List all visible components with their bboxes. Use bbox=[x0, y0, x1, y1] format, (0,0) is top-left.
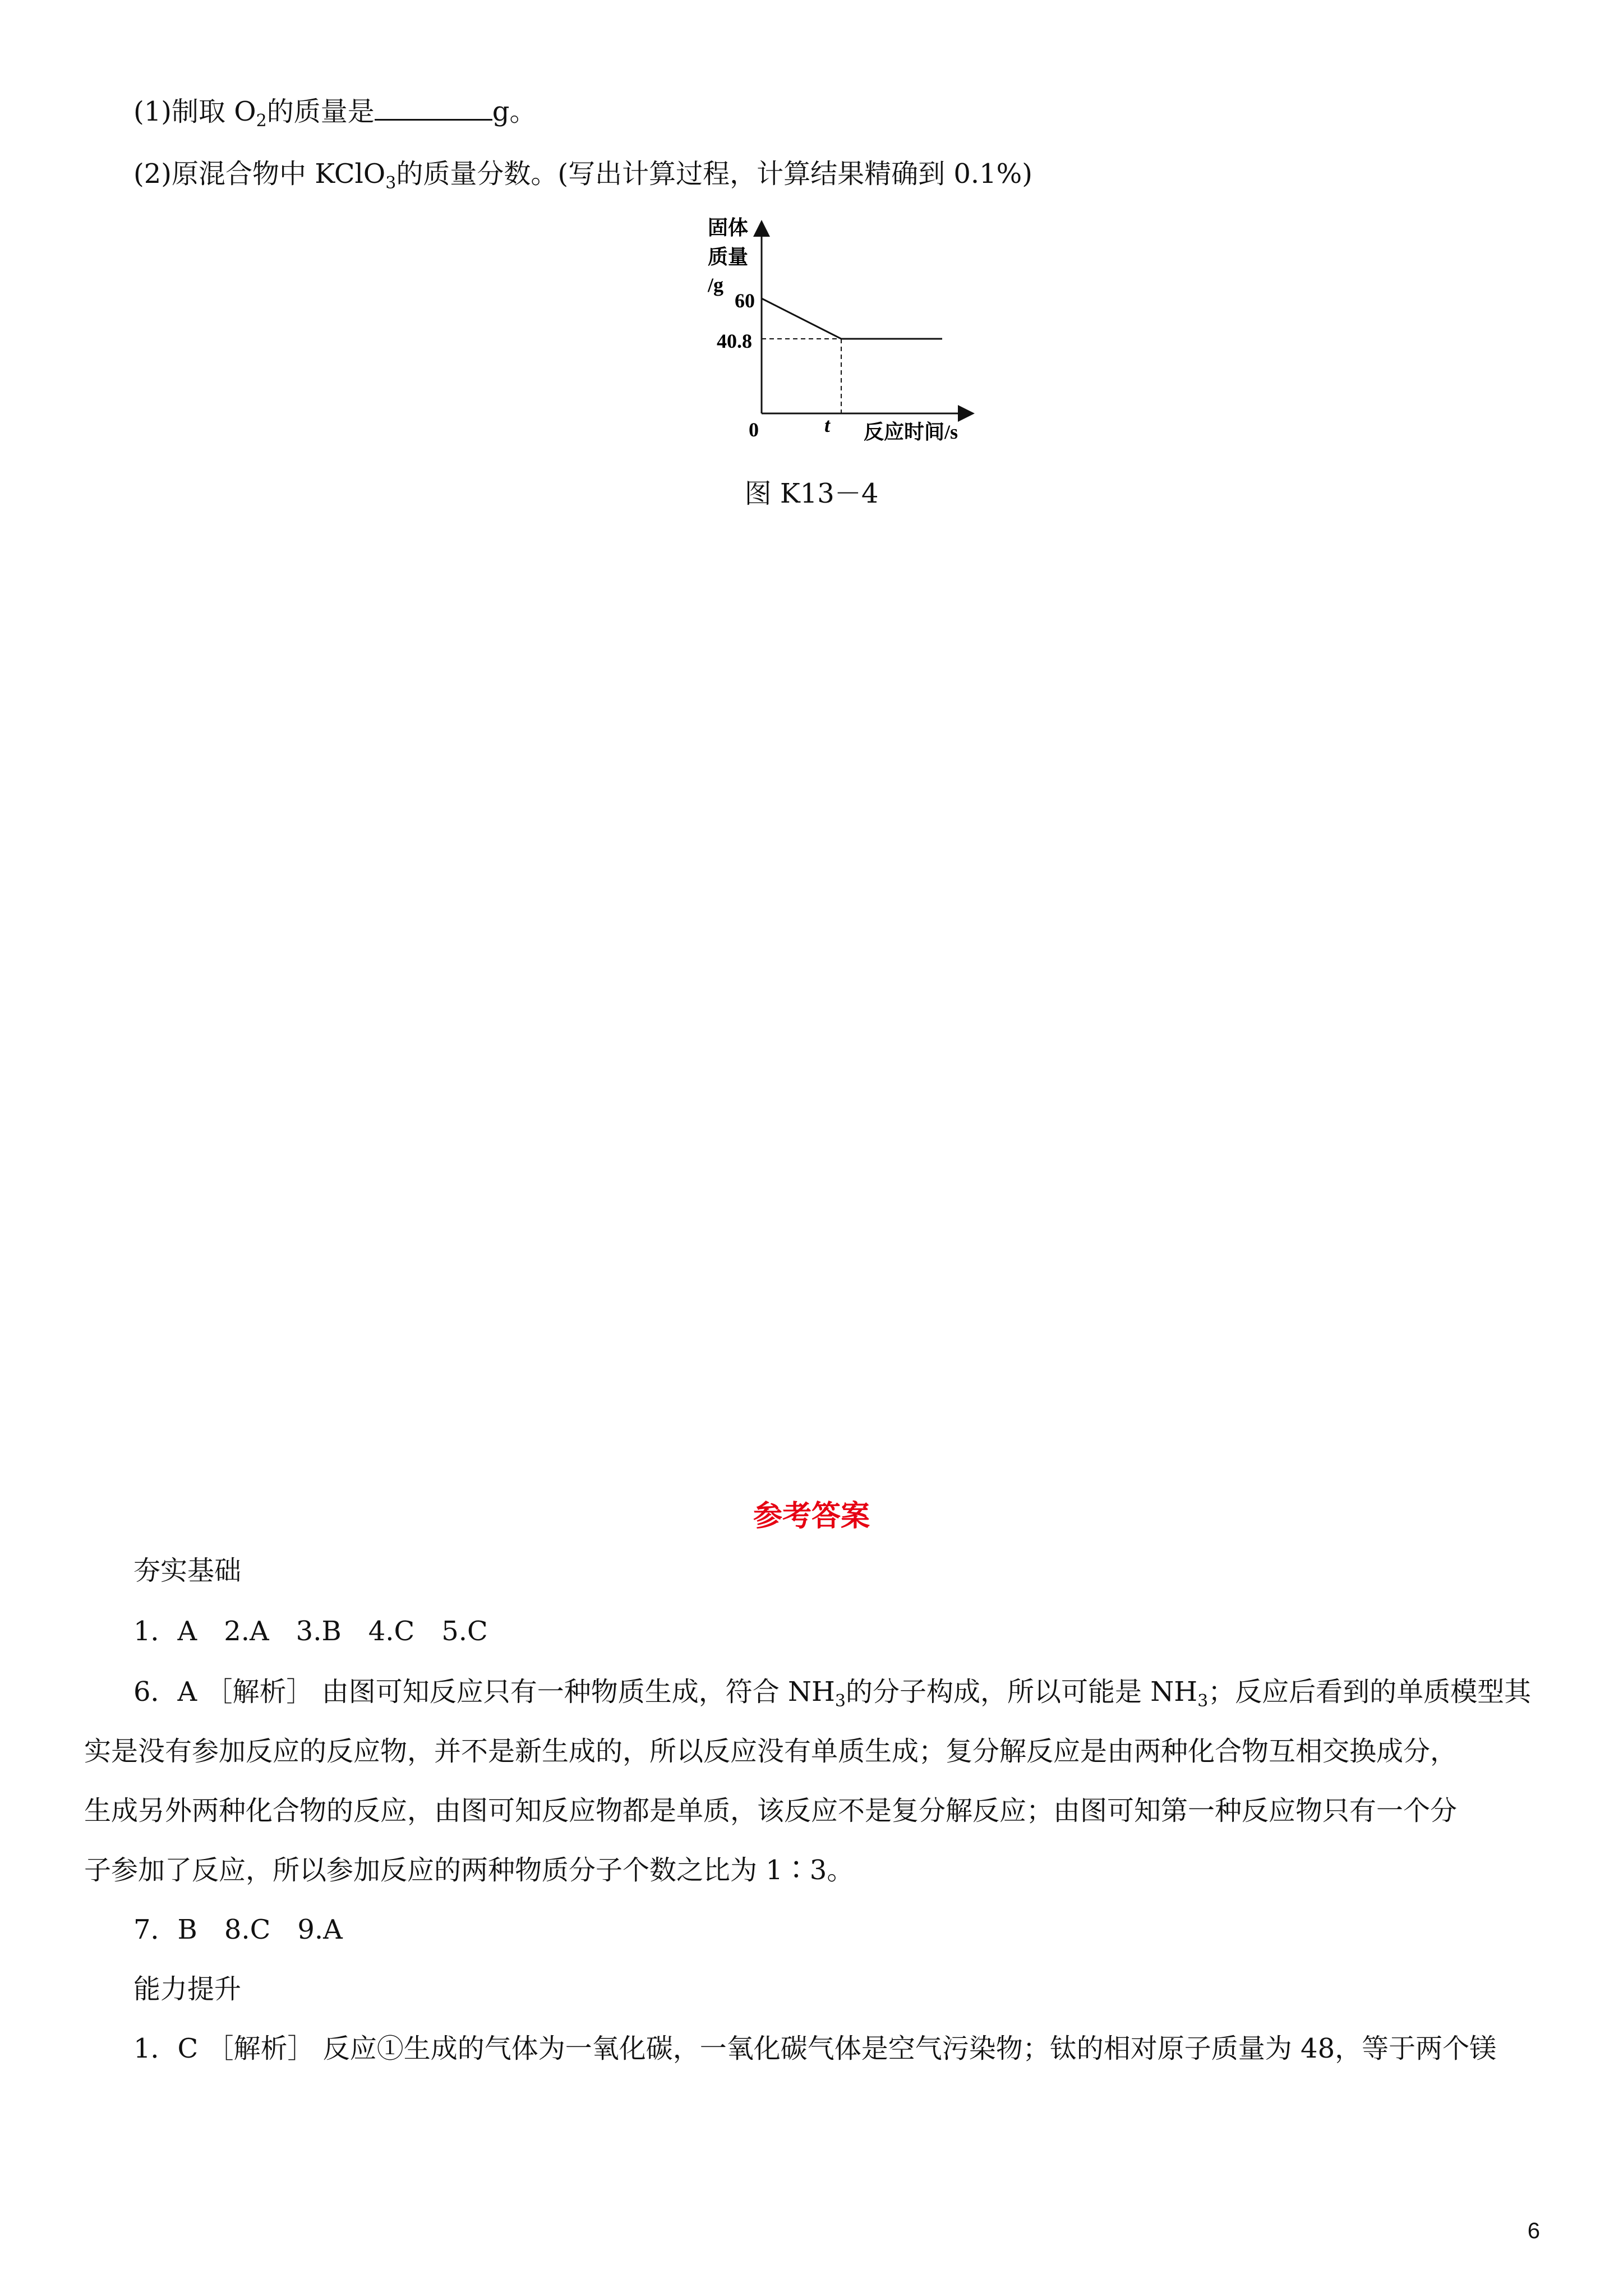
question-1 bbox=[133, 94, 537, 131]
section-title: 夯实基础 bbox=[133, 1555, 242, 1586]
answer-line: 1．A 2.A 3.B 4.C 5.C bbox=[133, 1616, 488, 1647]
series-line bbox=[762, 298, 942, 339]
question-text: 原混合物中 KClO bbox=[172, 158, 386, 190]
unit-text: g。 bbox=[492, 96, 537, 127]
subscript: 3 bbox=[834, 1691, 846, 1711]
y-axis-label-2: 质量 bbox=[708, 246, 749, 268]
mass-time-chart bbox=[662, 208, 1021, 466]
answer-6-line-3: 生成另外两种化合物的反应，由图可知反应物都是单质，该反应不是复分解反应；由图可知第一种反应物只有一个分 bbox=[84, 1795, 1458, 1826]
answer-6-line-2: 实是没有参加反应的反应物，并不是新生成的，所以反应没有单质生成；复分解反应是由两种化合物互相交换成分， bbox=[84, 1736, 1458, 1767]
x-axis-label: 反应时间/s bbox=[864, 421, 958, 443]
question-2 bbox=[133, 157, 1032, 191]
y-tick-top: 60 bbox=[735, 289, 755, 312]
answer-text: 6．A ［解析］ 由图可知反应只有一种物质生成，符合 NH bbox=[133, 1676, 835, 1708]
answer-text: 的分子构成，所以可能是 NH bbox=[845, 1676, 1198, 1708]
figure-caption: 图 K13－4 bbox=[744, 478, 879, 509]
question-text: 的质量是 bbox=[266, 96, 375, 127]
y-tick-plateau: 40.8 bbox=[717, 330, 752, 352]
answer-6-line-1 bbox=[133, 1675, 1531, 1709]
y-axis-label-1: 固体 bbox=[708, 217, 749, 239]
y-axis-label-3: /g bbox=[708, 274, 724, 296]
question-number: (2) bbox=[133, 158, 172, 190]
answer-6-line-4: 子参加了反应，所以参加反应的两种物质分子个数之比为 1∶3。 bbox=[84, 1855, 854, 1886]
question-number: (1) bbox=[133, 96, 172, 127]
page-number: 6 bbox=[1527, 2219, 1540, 2243]
question-text: 制取 O bbox=[172, 96, 256, 127]
answers-heading: 参考答案 bbox=[753, 1499, 870, 1533]
subscript: 2 bbox=[256, 111, 267, 131]
origin-label: 0 bbox=[749, 418, 759, 441]
answer-line: 7．B 8.C 9.A bbox=[133, 1914, 343, 1945]
x-tick-t: t bbox=[824, 414, 831, 436]
subscript: 3 bbox=[1197, 1691, 1209, 1711]
answer-ability-1: 1．C ［解析］ 反应①生成的气体为一氧化碳，一氧化碳气体是空气污染物；钛的相对原子质量为 48，等于两个镁 bbox=[133, 2033, 1497, 2064]
section-title: 能力提升 bbox=[133, 1973, 242, 2005]
subscript: 3 bbox=[385, 173, 396, 193]
answer-blank bbox=[375, 94, 492, 121]
question-text: 的质量分数。(写出计算过程，计算结果精确到 0.1%) bbox=[396, 158, 1033, 190]
answer-text: ；反应后看到的单质模型其 bbox=[1208, 1676, 1532, 1708]
